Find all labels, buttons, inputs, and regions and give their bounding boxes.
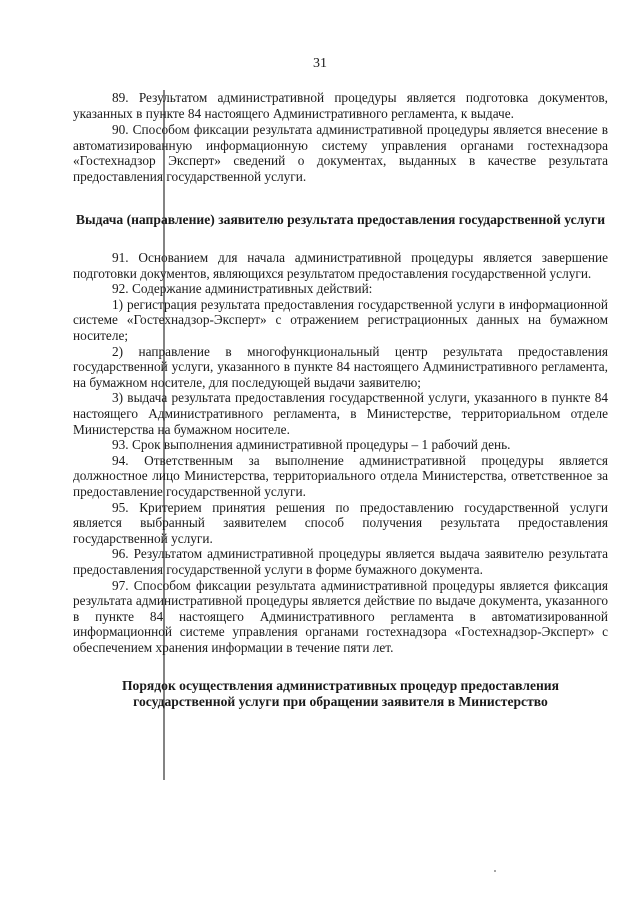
paragraph-96: 96. Результатом административной процедуры является выдача заявителю результата предоставления государственной услуги в форме бумажного документа. xyxy=(73,546,608,577)
section-heading-procedures: Порядок осуществления административных процедур предоставления государственной услуги при обращении заявителя в Министерство xyxy=(121,677,559,709)
paragraph-93: 93. Срок выполнения административной процедуры – 1 рабочий день. xyxy=(112,437,511,453)
document-body xyxy=(73,90,608,711)
paragraph-95: 95. Критерием принятия решения по предоставлению государственной услуги является выбранный заявителем способ получения результата предоставления государственной услуги. xyxy=(73,499,608,546)
section-heading-issuance: Выдача (направление) заявителю результата предоставления государственной услуги xyxy=(75,211,606,227)
paragraph-89: 89. Результатом административной процедуры является подготовка документов, указанных в пункте 84 настоящего Административного регламента, к выдаче. xyxy=(73,90,608,121)
paragraph-92-item-1: 1) регистрация результата предоставления государственной услуги в информационной системе «Гостехнадзор-Эксперт» с отражением регистрационных данных на бумажном носителе; xyxy=(73,296,608,344)
page-number: 31 xyxy=(313,56,327,71)
paragraph-91: 91. Основанием для начала административной процедуры является завершение подготовки документов, являющихся результатом предоставления государственной услуги. xyxy=(73,250,608,281)
paragraph-92-item-3: 3) выдача результата предоставления государственной услуги, указанного в пункте 84 настоящего Административного регламента, в Министерстве, территориальном отделе Министерства на бумажном носителе. xyxy=(73,390,608,437)
paragraph-94: 94. Ответственным за выполнение административной процедуры является должностное лицо Министерства, территориального отдела Министерства, ответственное за предоставление государственной услуги. xyxy=(73,452,608,499)
scan-speck xyxy=(494,870,496,872)
paragraph-97: 97. Способом фиксации результата административной процедуры является фиксация результата административной процедуры является действие по выдаче документа, указанного в пункте 84 настоящего Административного регламента в автоматизированной информационной системе управления органами гостехнадзора «Гостехнадзор-Эксперт» с обеспечением хранения информации в течение пяти лет. xyxy=(73,577,608,655)
paragraph-92: 92. Содержание административных действий: xyxy=(112,281,373,297)
paragraph-90: 90. Способом фиксации результата административной процедуры является внесение в автоматизированную информационную систему управления органами гостехнадзора «Гостехнадзор Эксперт» сведений о документах, выданных в качестве результата предоставления государственной услуги. xyxy=(73,122,608,184)
paragraph-92-item-2: 2) направление в многофункциональный центр результата предоставления государственной услуги, указанного в пункте 84 настоящего Административного регламента, на бумажном носителе, для последующей выдачи заявителю; xyxy=(73,343,608,390)
